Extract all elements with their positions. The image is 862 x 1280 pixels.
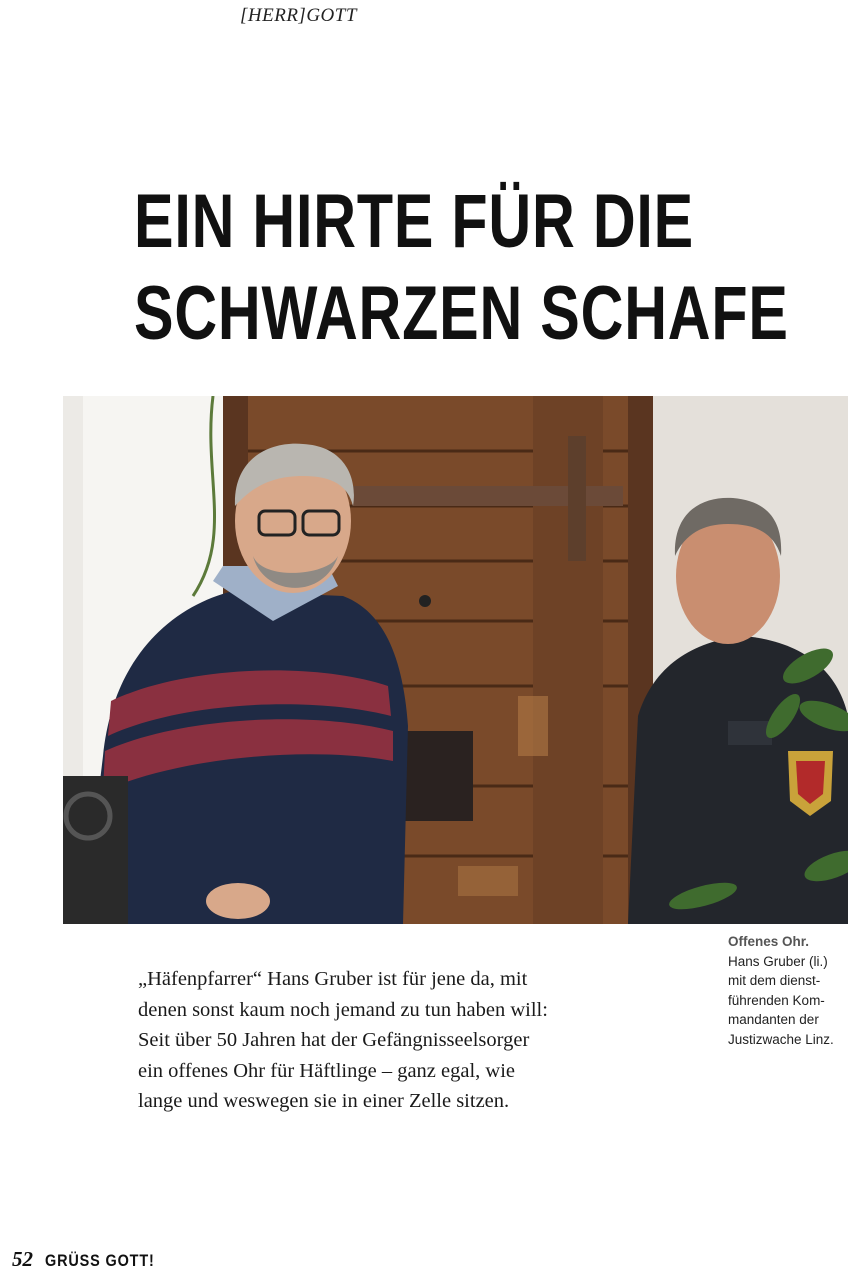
headline: [134, 176, 789, 360]
caption-title: Offenes Ohr.: [728, 934, 810, 949]
headline-line-2: SCHWARZEN SCHAFE: [134, 271, 789, 356]
article-photo: [63, 396, 848, 924]
caption-text: Hans Gruber (li.) mit dem dienst- führenden Kom- mandanten der Justizwache Linz.: [728, 953, 834, 1047]
photo-caption: [728, 932, 856, 1049]
headline-line-1: EIN HIRTE FÜR DIE: [134, 179, 694, 264]
section-label: [HERR]GOTT: [240, 5, 357, 26]
photo-illustration: [63, 396, 848, 924]
page-footer: [12, 1247, 174, 1272]
page-number: 52: [12, 1247, 33, 1271]
magazine-name: GRÜSS GOTT!: [45, 1251, 155, 1270]
lead-paragraph: „Häfenpfarrer“ Hans Gruber ist für jene da, mit denen sonst kaum noch jemand zu tun haben will: Seit über 50 Jahren hat der Gefängnisseelsorger ein offenes Ohr für Häftlinge – ganz egal, wie lange und weswegen sie in einer Zelle sitzen.: [138, 968, 548, 1112]
